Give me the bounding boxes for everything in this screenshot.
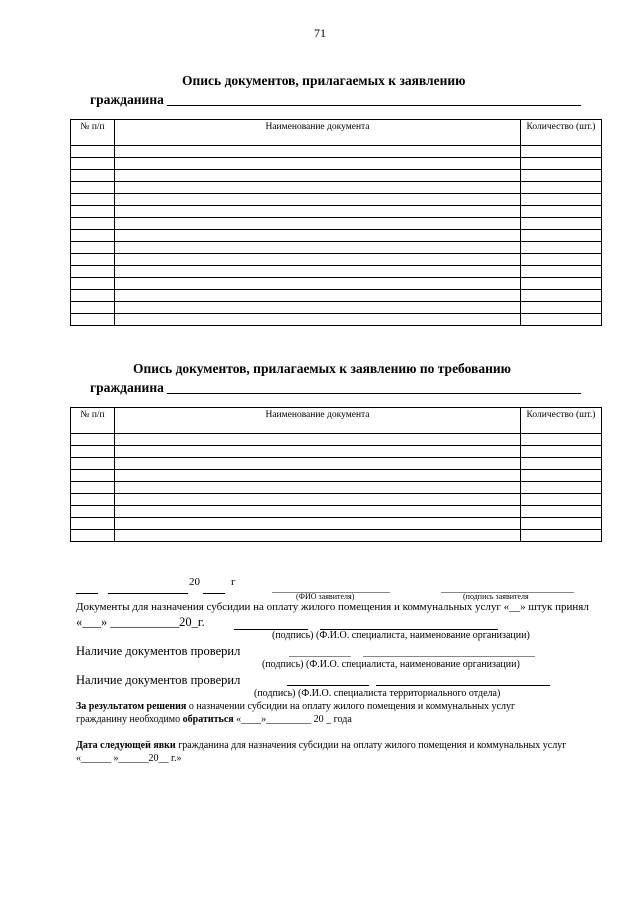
cell-quantity[interactable] — [521, 470, 602, 482]
cell-num[interactable] — [71, 506, 115, 518]
cell-quantity[interactable] — [521, 518, 602, 530]
cell-num[interactable] — [71, 458, 115, 470]
cell-num[interactable] — [71, 314, 115, 326]
cell-quantity[interactable] — [521, 434, 602, 446]
cell-document-name[interactable] — [115, 290, 521, 302]
accepted-text: Документы для назначения субсидии на оплату жилого помещения и коммунальных услуг «__» штук принял — [76, 601, 589, 613]
cell-document-name[interactable] — [115, 314, 521, 326]
cell-quantity[interactable] — [521, 218, 602, 230]
accepted-signature-field[interactable] — [234, 616, 308, 630]
cell-document-name[interactable] — [115, 170, 521, 182]
section1-citizen-label: гражданина — [90, 92, 164, 107]
cell-quantity[interactable] — [521, 146, 602, 158]
cell-quantity[interactable] — [521, 266, 602, 278]
section2-table-body — [71, 434, 602, 542]
cell-document-name[interactable] — [115, 446, 521, 458]
cell-quantity[interactable] — [521, 158, 602, 170]
table-row — [71, 302, 602, 314]
cell-quantity[interactable] — [521, 458, 602, 470]
cell-num[interactable] — [71, 290, 115, 302]
cell-quantity[interactable] — [521, 206, 602, 218]
cell-quantity[interactable] — [521, 302, 602, 314]
section2-citizen-name-field[interactable] — [167, 379, 581, 394]
section2-inventory-table — [70, 407, 602, 542]
date-month-field[interactable] — [108, 581, 188, 594]
cell-quantity[interactable] — [521, 254, 602, 266]
checked1-specialist-field[interactable] — [363, 644, 535, 657]
cell-num[interactable] — [71, 278, 115, 290]
cell-document-name[interactable] — [115, 266, 521, 278]
cell-num[interactable] — [71, 242, 115, 254]
date-day-field[interactable] — [76, 581, 98, 594]
table-row — [71, 290, 602, 302]
table-header-row — [71, 408, 602, 434]
table-row — [71, 482, 602, 494]
cell-document-name[interactable] — [115, 482, 521, 494]
cell-quantity[interactable] — [521, 494, 602, 506]
cell-document-name[interactable] — [115, 458, 521, 470]
cell-num[interactable] — [71, 206, 115, 218]
cell-num[interactable] — [71, 530, 115, 542]
cell-num[interactable] — [71, 470, 115, 482]
header-quantity: Количество (шт.) — [521, 120, 602, 146]
result-line2-tail: «____»_________ 20 _ года — [233, 714, 352, 725]
table-row — [71, 242, 602, 254]
table-row — [71, 446, 602, 458]
cell-num[interactable] — [71, 266, 115, 278]
cell-document-name[interactable] — [115, 146, 521, 158]
section1-title: Опись документов, прилагаемых к заявлению — [182, 73, 466, 88]
date-year-prefix: 20 — [189, 576, 200, 588]
table-row — [71, 434, 602, 446]
section1-table-body — [71, 146, 602, 326]
header-document-name: Наименование документа — [115, 120, 521, 146]
next-visit-line1 — [76, 740, 566, 751]
section1-citizen-name-field[interactable] — [167, 91, 581, 106]
caption-specialist: (подпись) (Ф.И.О. специалиста, наименование организации) — [272, 630, 530, 641]
table-row — [71, 146, 602, 158]
table-row — [71, 230, 602, 242]
table-row — [71, 278, 602, 290]
table-row — [71, 494, 602, 506]
caption-checked2: (подпись) (Ф.И.О. специалиста территориального отдела) — [254, 688, 501, 699]
header-num: № п/п — [71, 408, 115, 434]
cell-quantity[interactable] — [521, 182, 602, 194]
cell-num[interactable] — [71, 302, 115, 314]
cell-quantity[interactable] — [521, 506, 602, 518]
cell-num[interactable] — [71, 434, 115, 446]
result-line2-text: гражданину необходимо — [76, 714, 183, 725]
table-header-row — [71, 120, 602, 146]
cell-num[interactable] — [71, 518, 115, 530]
table-row — [71, 470, 602, 482]
header-quantity: Количество (шт.) — [521, 408, 602, 434]
table-row — [71, 506, 602, 518]
page-number: 71 — [314, 26, 326, 40]
result-text: о назначении субсидии на оплату жилого помещения и коммунальных услуг — [186, 701, 516, 712]
table-row — [71, 518, 602, 530]
date-year-suffix: г — [231, 576, 236, 588]
cell-document-name[interactable] — [115, 194, 521, 206]
table-row — [71, 314, 602, 326]
cell-document-name[interactable] — [115, 206, 521, 218]
cell-quantity[interactable] — [521, 194, 602, 206]
checked2-signature-field[interactable] — [287, 673, 369, 686]
table-row — [71, 218, 602, 230]
checked1-signature-field[interactable] — [289, 644, 351, 657]
cell-quantity[interactable] — [521, 530, 602, 542]
date-year-field[interactable] — [203, 581, 225, 594]
next-visit-date: «______ »______20__ г.» — [76, 753, 182, 764]
cell-document-name[interactable] — [115, 278, 521, 290]
caption-signature: (подпись заявителя — [463, 592, 529, 601]
cell-document-name[interactable] — [115, 494, 521, 506]
table-row — [71, 458, 602, 470]
cell-num[interactable] — [71, 446, 115, 458]
cell-num[interactable] — [71, 194, 115, 206]
checked1-label: Наличие документов проверил — [76, 644, 241, 658]
cell-document-name[interactable] — [115, 242, 521, 254]
cell-quantity[interactable] — [521, 446, 602, 458]
cell-num[interactable] — [71, 230, 115, 242]
table-row — [71, 194, 602, 206]
table-row — [71, 206, 602, 218]
cell-document-name[interactable] — [115, 302, 521, 314]
cell-document-name[interactable] — [115, 506, 521, 518]
cell-quantity[interactable] — [521, 314, 602, 326]
table-row — [71, 530, 602, 542]
cell-document-name[interactable] — [115, 254, 521, 266]
cell-num[interactable] — [71, 170, 115, 182]
table-row — [71, 254, 602, 266]
cell-num[interactable] — [71, 482, 115, 494]
cell-quantity[interactable] — [521, 230, 602, 242]
section2-citizen-label: гражданина — [90, 380, 164, 395]
caption-checked1: (подпись) (Ф.И.О. специалиста, наименование организации) — [262, 659, 520, 670]
table-row — [71, 266, 602, 278]
cell-num[interactable] — [71, 158, 115, 170]
header-document-name: Наименование документа — [115, 408, 521, 434]
accepted-specialist-field[interactable] — [320, 616, 498, 630]
result-bold: За результатом решения — [76, 701, 187, 712]
result-line2 — [76, 714, 352, 725]
table-row — [71, 182, 602, 194]
header-num: № п/п — [71, 120, 115, 146]
cell-quantity[interactable] — [521, 290, 602, 302]
cell-num[interactable] — [71, 254, 115, 266]
table-row — [71, 158, 602, 170]
cell-document-name[interactable] — [115, 518, 521, 530]
cell-quantity[interactable] — [521, 278, 602, 290]
result-line2-bold: обратиться — [182, 714, 234, 725]
cell-document-name[interactable] — [115, 182, 521, 194]
checked2-label: Наличие документов проверил — [76, 673, 241, 687]
cell-num[interactable] — [71, 494, 115, 506]
cell-document-name[interactable] — [115, 434, 521, 446]
next-visit-text: гражданина для назначения субсидии на оплату жилого помещения и коммунальных услуг — [175, 740, 567, 751]
cell-num[interactable] — [71, 146, 115, 158]
section1-inventory-table — [70, 119, 602, 326]
cell-quantity[interactable] — [521, 242, 602, 254]
accepted-date: «___» ___________20_г. — [76, 615, 205, 629]
section2-title: Опись документов, прилагаемых к заявлению по требованию — [133, 361, 511, 376]
table-row — [71, 170, 602, 182]
cell-document-name[interactable] — [115, 230, 521, 242]
checked2-specialist-field[interactable] — [376, 673, 550, 686]
cell-quantity[interactable] — [521, 482, 602, 494]
cell-document-name[interactable] — [115, 470, 521, 482]
cell-num[interactable] — [71, 218, 115, 230]
caption-fio: (ФИО заявителя) — [296, 592, 355, 601]
cell-document-name[interactable] — [115, 158, 521, 170]
cell-document-name[interactable] — [115, 218, 521, 230]
result-line1 — [76, 701, 515, 712]
next-visit-bold: Дата следующей явки — [76, 740, 176, 751]
cell-quantity[interactable] — [521, 170, 602, 182]
cell-num[interactable] — [71, 182, 115, 194]
cell-document-name[interactable] — [115, 530, 521, 542]
